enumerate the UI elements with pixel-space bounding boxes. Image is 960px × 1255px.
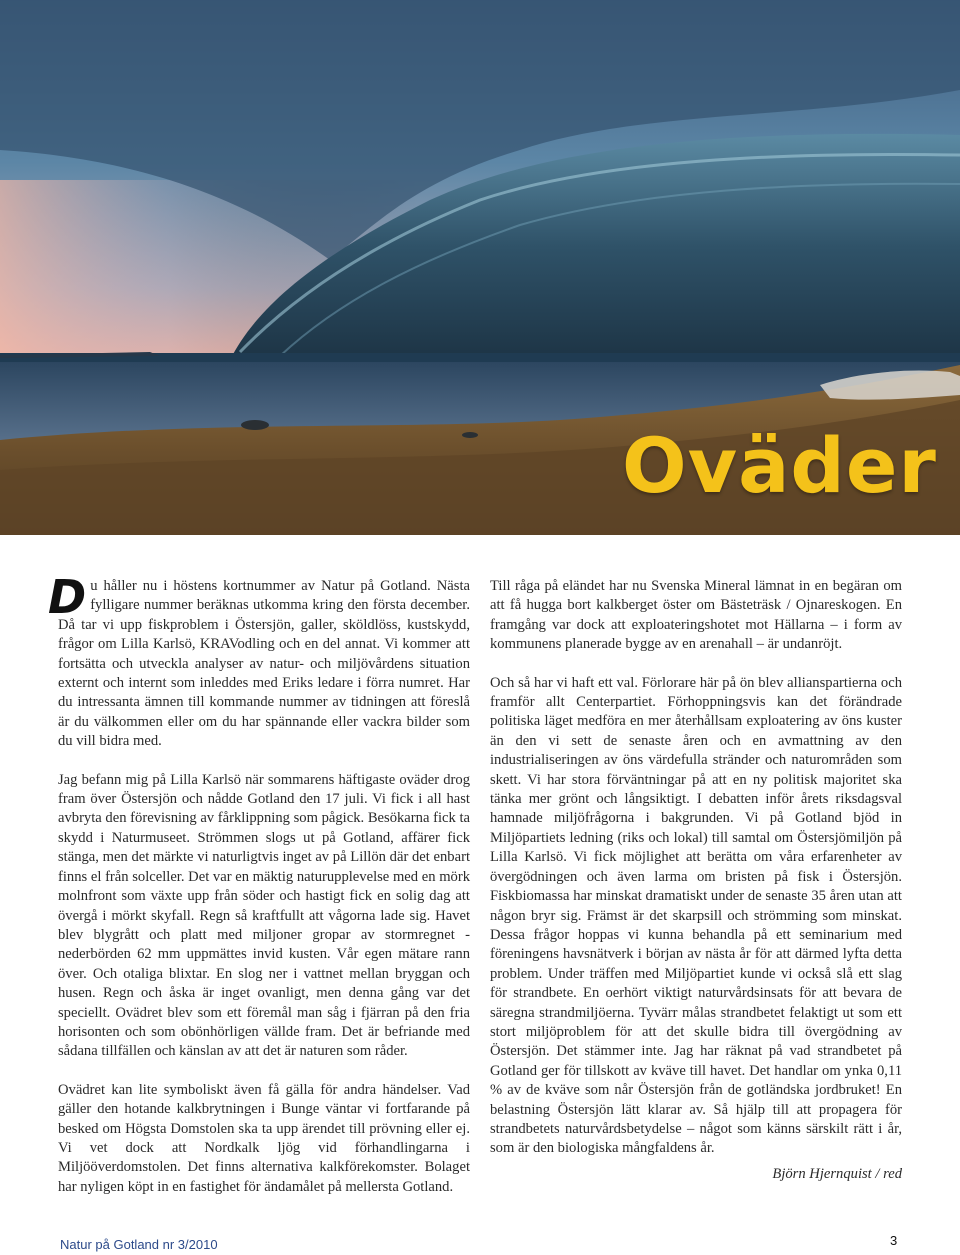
storm-paragraph: Jag befann mig på Lilla Karlsö när sommarens häftigaste oväder drog fram över Östersjön och nådde Gotland den 17 juli. Vi fick i all hast avbryta den förevisning av fårklippning som pågick. Besökarna fick ta skydd i Naturmuseet. Strömmen slogs ut på Gotland, affärer fick stänga, men det märkte vi naturligtvis inget av på Lillön där det enbart finns el från solceller. Det var en mäktig naturupplevelse med en mörk molnfront som växte upp från söder och hastigt fick en solig dag att övergå i mörkt skyfall. Regn så kraftfullt att vågorna lade sig. Havet blev blygrått och platt med miljoner gropar av stormregnet - nederbörden 62 mm uppmättes invid kusten. Vår egen mätare rann över. Och otaliga blixtar. En slog ner i vattnet mellan bryggan och husen. Regn och åska är inget ovanligt, men denna gång var det speciellt. Ovädret blev som ett föremål man såg i fjärran på den fria horisonten och som obönhörligen vällde fram. Det är befriande med sådana tillfällen och känslan av att det är naturen som råder. <box>58 771 470 1060</box>
limestone-paragraph: Ovädret kan lite symboliskt även få gälla för andra händelser. Vad gäller den hotande kalkbrytningen i Bunge väntar vi fortfarande på besked om Högsta Domstolen ska ta upp ärendet till prövning eller ej. Vi vet dock att Nordkalk ljög vid förhandlingarna i Miljööverdomstolen. Det finns alternativa kalkförekomster. Bolaget har nyligen köpt in en fastighet för ändamålet på mellersta Gotland. <box>58 1081 470 1195</box>
page-number: 3 <box>890 1233 898 1248</box>
publication-footer: Natur på Gotland nr 3/2010 <box>60 1237 218 1252</box>
intro-text: u håller nu i höstens kortnummer av Natur på Gotland. Nästa fylligare nummer beräknas utkomma kring den första december. Då tar vi upp fiskproblem i Östersjön, galler, sköldlöss, kustskydd, frågor om Lilla Karlsö, KRAVodling och en del annat. Vi kommer att fortsätta och utveckla analyser av natur- och miljövårdens situation externt och internt som inleddes med Eriks ledare i förra numret. Har du intressanta ämnen till kommande nummer av tidningen att föreslå är du välkommen eller om du har spännande eller vackra bilder som du vill bidra med. <box>58 578 470 750</box>
election-paragraph: Och så har vi haft ett val. Förlorare här på ön blev allianspartierna och framför allt Centerpartiet. Förhoppningsvis kan det förändrade politiska läget medföra en mer återhållsam exploatering av öns kuster än den vi sett de senaste åren och en avmattning av den industrialiseringen av öns värdefulla stränder och naturområden som skett. Vi har stora förväntningar på att en ny politisk majoritet ska tänka mer grönt och långsiktigt. I debatten inför årets riksdagsval hamnade miljöfrågorna i bakgrunden. Vi på Gotland bjöd in Miljöpartiets ledning (riks och lokal) till samtal om Östersjömiljön på Lilla Karlsö. Vi fick möjlighet att berätta om våra erfarenheter av övergödningen och även larma om bristen på fisk i Östersjön. Fiskbiomassa har minskat dramatiskt under de senaste 35 åren utan att någon bryr sig. Främst är det skarpsill och strömming som minskat. Dessa frågor hoppas vi kunna behandla på ett seminarium med föreningens havsnätverk i början av nästa år för att därmed lyfta detta problem. Under träffen med Miljöpartiet kunde vi också slå ett slag för strandbete. En oerhört viktigt naturvårdsinsats för att bevara de säregna strandmiljöerna. Tyvärr målas strandbetet felaktigt ut som ett stort miljöproblem för att det skulle bidra till övergödning av Östersjön. Det stämmer inte. Jag har räknat på vad strandbetet på Gotland ger för tillskott av kväve till havet. Det handlar om ynka 0,11 % av de kväve som når Östersjön från de gotländska jordbruket! En belastning Östersjön lätt klarar av. Så hjälp till att propagera för strandbetets naturvårdsbetydelse – något som känns särskilt rätt i år, som är den biologiska mångfaldens år. <box>490 674 902 1157</box>
author-signature: Björn Hjernquist / red <box>772 1165 902 1182</box>
intro-paragraph <box>48 570 470 752</box>
drop-cap: D <box>48 570 87 624</box>
article-column-left <box>48 570 470 1216</box>
article-column-right <box>490 577 902 1203</box>
mineral-paragraph: Till råga på eländet har nu Svenska Mineral lämnat in en begäran om att få hugga bort kalkberget öster om Bästeträsk / Ojnareskogen. En framgång var dock att exploateringshotet mot Hällarna – i form av kommunens planerade bygge av en arenahall – är undanröjt. <box>490 578 902 653</box>
article-title: Oväder <box>622 421 937 510</box>
